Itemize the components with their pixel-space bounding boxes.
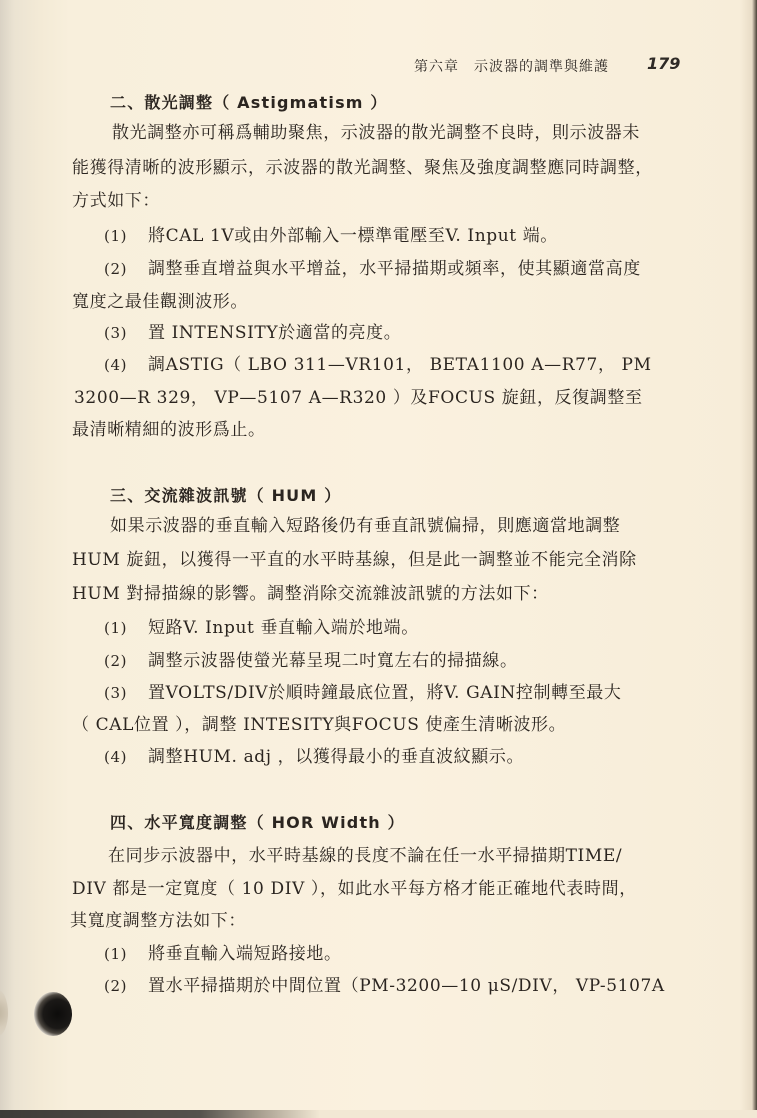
step-item <box>104 225 558 247</box>
paragraph-line: HUM 對掃描線的影響。調整消除交流雜波訊號的方法如下： <box>72 584 549 604</box>
paragraph-line: 在同步示波器中，水平時基線的長度不論在任一水平掃描期TIME/ <box>108 846 623 866</box>
step-item <box>104 258 641 280</box>
step-text-continued: （ CAL位置 ），調整 INTESITY與FOCUS 使產生清晰波形。 <box>72 715 567 735</box>
step-text: 置水平掃描期於中間位置（PM-3200—10 μS/DIV， VP-5107A <box>148 976 665 996</box>
step-text: 置 INTENSITY於適當的亮度。 <box>148 323 402 343</box>
step-item <box>104 682 622 704</box>
step-text: 調整垂直增益與水平增益，水平掃描期或頻率，使其顯適當高度 <box>148 259 641 279</box>
step-number: (4) <box>104 356 128 374</box>
step-item <box>104 943 342 965</box>
paragraph-line: HUM 旋鈕，以獲得一平直的水平時基線，但是此一調整並不能完全消除 <box>72 550 637 570</box>
step-text: 將CAL 1V或由外部輸入一標準電壓至V. Input 端。 <box>148 226 558 246</box>
page-bottom-edge <box>0 1110 757 1118</box>
step-item <box>104 354 652 376</box>
section-heading-hum: 三、交流雜波訊號（ HUM ） <box>110 486 342 505</box>
step-text: 調整示波器使螢光幕呈現二吋寬左右的掃描線。 <box>148 651 518 671</box>
step-item <box>104 650 518 672</box>
step-number: (3) <box>104 324 128 342</box>
paragraph-line: 散光調整亦可稱爲輔助聚焦，示波器的散光調整不良時，則示波器未 <box>112 123 640 143</box>
paragraph-line: 其寬度調整方法如下： <box>70 911 246 931</box>
paragraph-line: DIV 都是一定寬度（ 10 DIV ），如此水平每方格才能正確地代表時間， <box>72 879 637 899</box>
paragraph-line: 如果示波器的垂直輸入短路後仍有垂直訊號偏掃，則應適當地調整 <box>110 516 621 536</box>
step-number: (2) <box>104 977 128 995</box>
page-number: 179 <box>647 54 681 73</box>
step-number: (1) <box>104 945 128 963</box>
step-item <box>104 322 401 344</box>
step-text-continued: 寬度之最佳觀測波形。 <box>72 292 248 312</box>
step-number: (2) <box>104 260 128 278</box>
step-text: 置VOLTS/DIV於順時鐘最底位置，將V. GAIN控制轉至最大 <box>148 683 622 703</box>
step-number: (1) <box>104 227 128 245</box>
step-text: 短路V. Input 垂直輸入端於地端。 <box>148 618 419 638</box>
step-item <box>104 617 419 639</box>
step-text: 調整HUM. adj ，以獲得最小的垂直波紋顯示。 <box>148 747 525 767</box>
step-item <box>104 746 524 768</box>
step-text: 將垂直輸入端短路接地。 <box>148 944 342 964</box>
step-number: (3) <box>104 684 128 702</box>
section-heading-astigmatism: 二、散光調整（ Astigmatism ） <box>110 93 388 112</box>
step-item <box>104 975 665 997</box>
step-text: 調ASTIG（ LBO 311—VR101， BETA1100 A—R77， PM <box>148 355 652 375</box>
paragraph-line: 方式如下： <box>72 191 160 211</box>
step-text-continued: 3200—R 329， VP—5107 A—R320 ）及FOCUS 旋鈕，反復調整至 <box>74 388 643 408</box>
binding-hole <box>34 992 72 1036</box>
step-text-continued: 最清晰精細的波形爲止。 <box>72 420 266 440</box>
running-header: 第六章 示波器的調準與維護 <box>414 59 609 75</box>
paragraph-line: 能獲得清晰的波形顯示，示波器的散光調整、聚焦及強度調整應同時調整， <box>72 158 653 178</box>
step-number: (2) <box>104 652 128 670</box>
step-number: (4) <box>104 748 128 766</box>
step-number: (1) <box>104 619 128 637</box>
section-heading-hor-width: 四、水平寬度調整（ HOR Width ） <box>110 813 405 832</box>
